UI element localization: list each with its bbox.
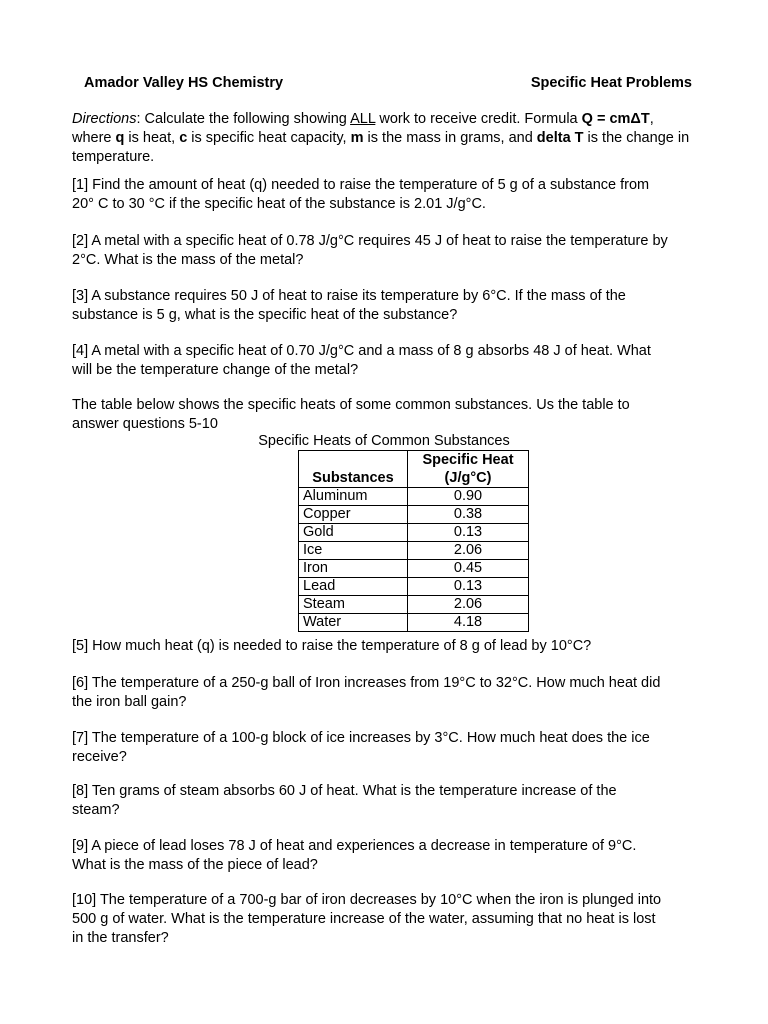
question-line: [1] Find the amount of heat (q) needed to raise the temperature of 5 g of a substance from (72, 177, 650, 193)
substance-name: Aluminum (299, 488, 408, 506)
table-caption-text: Specific Heats of Common Substances (258, 433, 510, 449)
question-10 (72, 891, 696, 948)
directions-label: Directions (72, 111, 137, 127)
question-line: 20° C to 30 °C if the specific heat of the substance is 2.01 J/g°C. (72, 196, 486, 212)
question-7 (72, 729, 696, 767)
column-header-specific-heat (408, 451, 529, 488)
substance-name: Ice (299, 542, 408, 560)
intro-line: The table below shows the specific heats of some common substances. Us the table to (72, 397, 630, 413)
var-m: m (350, 130, 364, 146)
all-emphasis: ALL (350, 111, 376, 127)
question-8 (72, 782, 696, 820)
var-delta-t: delta T (536, 130, 584, 146)
table-row (299, 506, 529, 524)
question-line: 500 g of water. What is the temperature increase of the water, assuming that no heat is lost (72, 911, 656, 927)
var-c: c (179, 130, 188, 146)
specific-heat-value: 2.06 (408, 596, 529, 614)
question-line: receive? (72, 749, 127, 765)
page-header (84, 75, 692, 91)
specific-heat-value: 0.45 (408, 560, 529, 578)
directions-text: is the change in temperature. (72, 130, 690, 165)
question-line: the iron ball gain? (72, 694, 187, 710)
var-q: q (115, 130, 125, 146)
specific-heat-table (298, 450, 529, 632)
directions-text: work to receive credit. Formula (375, 111, 582, 127)
table-row (299, 614, 529, 632)
specific-heat-value: 0.38 (408, 506, 529, 524)
intro-line: answer questions 5-10 (72, 416, 218, 432)
question-1 (72, 176, 696, 214)
question-line: will be the temperature change of the metal? (72, 362, 359, 378)
column-header-substances: Substances (299, 451, 408, 488)
table-row (299, 542, 529, 560)
question-line: in the transfer? (72, 930, 169, 946)
question-line: [7] The temperature of a 100-g block of ice increases by 3°C. How much heat does the ice (72, 730, 650, 746)
table-caption (72, 432, 696, 450)
worksheet-title: Specific Heat Problems (530, 75, 692, 91)
specific-heat-value: 4.18 (408, 614, 529, 632)
question-line: [10] The temperature of a 700-g bar of iron decreases by 10°C when the iron is plunged into (72, 892, 662, 908)
substance-name: Copper (299, 506, 408, 524)
header-line: (J/g°C) (444, 470, 492, 486)
question-4 (72, 342, 696, 380)
table-row (299, 524, 529, 542)
question-line: 2°C. What is the mass of the metal? (72, 252, 304, 268)
school-title: Amador Valley HS Chemistry (84, 75, 284, 91)
question-line: [8] Ten grams of steam absorbs 60 J of heat. What is the temperature increase of the (72, 783, 617, 799)
question-5 (72, 637, 696, 656)
formula: Q = cmΔT (581, 111, 650, 127)
question-line: What is the mass of the piece of lead? (72, 857, 318, 873)
directions-text: is specific heat capacity, (187, 130, 351, 146)
table-header-row (299, 451, 529, 488)
table-row (299, 488, 529, 506)
specific-heat-value: 0.90 (408, 488, 529, 506)
question-line: substance is 5 g, what is the specific heat of the substance? (72, 307, 458, 323)
question-line: [6] The temperature of a 250-g ball of Iron increases from 19°C to 32°C. How much heat did (72, 675, 661, 691)
specific-heat-value: 0.13 (408, 524, 529, 542)
substance-name: Iron (299, 560, 408, 578)
table-row (299, 560, 529, 578)
directions-paragraph (72, 110, 696, 167)
header-line: Specific Heat (422, 452, 514, 468)
substance-name: Steam (299, 596, 408, 614)
table-row (299, 596, 529, 614)
question-line: [3] A substance requires 50 J of heat to raise its temperature by 6°C. If the mass of the (72, 288, 626, 304)
question-3 (72, 287, 696, 325)
specific-heat-value: 0.13 (408, 578, 529, 596)
table-row (299, 578, 529, 596)
directions-text: is the mass in grams, and (363, 130, 537, 146)
substance-name: Lead (299, 578, 408, 596)
question-line: [4] A metal with a specific heat of 0.70 J/g°C and a mass of 8 g absorbs 48 J of heat. What (72, 343, 651, 359)
table-intro (72, 396, 696, 434)
specific-heat-value: 2.06 (408, 542, 529, 560)
directions-text: : Calculate the following showing (136, 111, 351, 127)
question-line: [9] A piece of lead loses 78 J of heat and experiences a decrease in temperature of 9°C. (72, 838, 637, 854)
substance-name: Gold (299, 524, 408, 542)
directions-text: is heat, (124, 130, 180, 146)
question-line: [2] A metal with a specific heat of 0.78 J/g°C requires 45 J of heat to raise the temperature by (72, 233, 668, 249)
substance-name: Water (299, 614, 408, 632)
directions-text: , where (72, 111, 654, 146)
question-2 (72, 232, 696, 270)
question-line: [5] How much heat (q) is needed to raise the temperature of 8 g of lead by 10°C? (72, 638, 592, 654)
question-9 (72, 837, 696, 875)
question-6 (72, 674, 696, 712)
question-line: steam? (72, 802, 120, 818)
